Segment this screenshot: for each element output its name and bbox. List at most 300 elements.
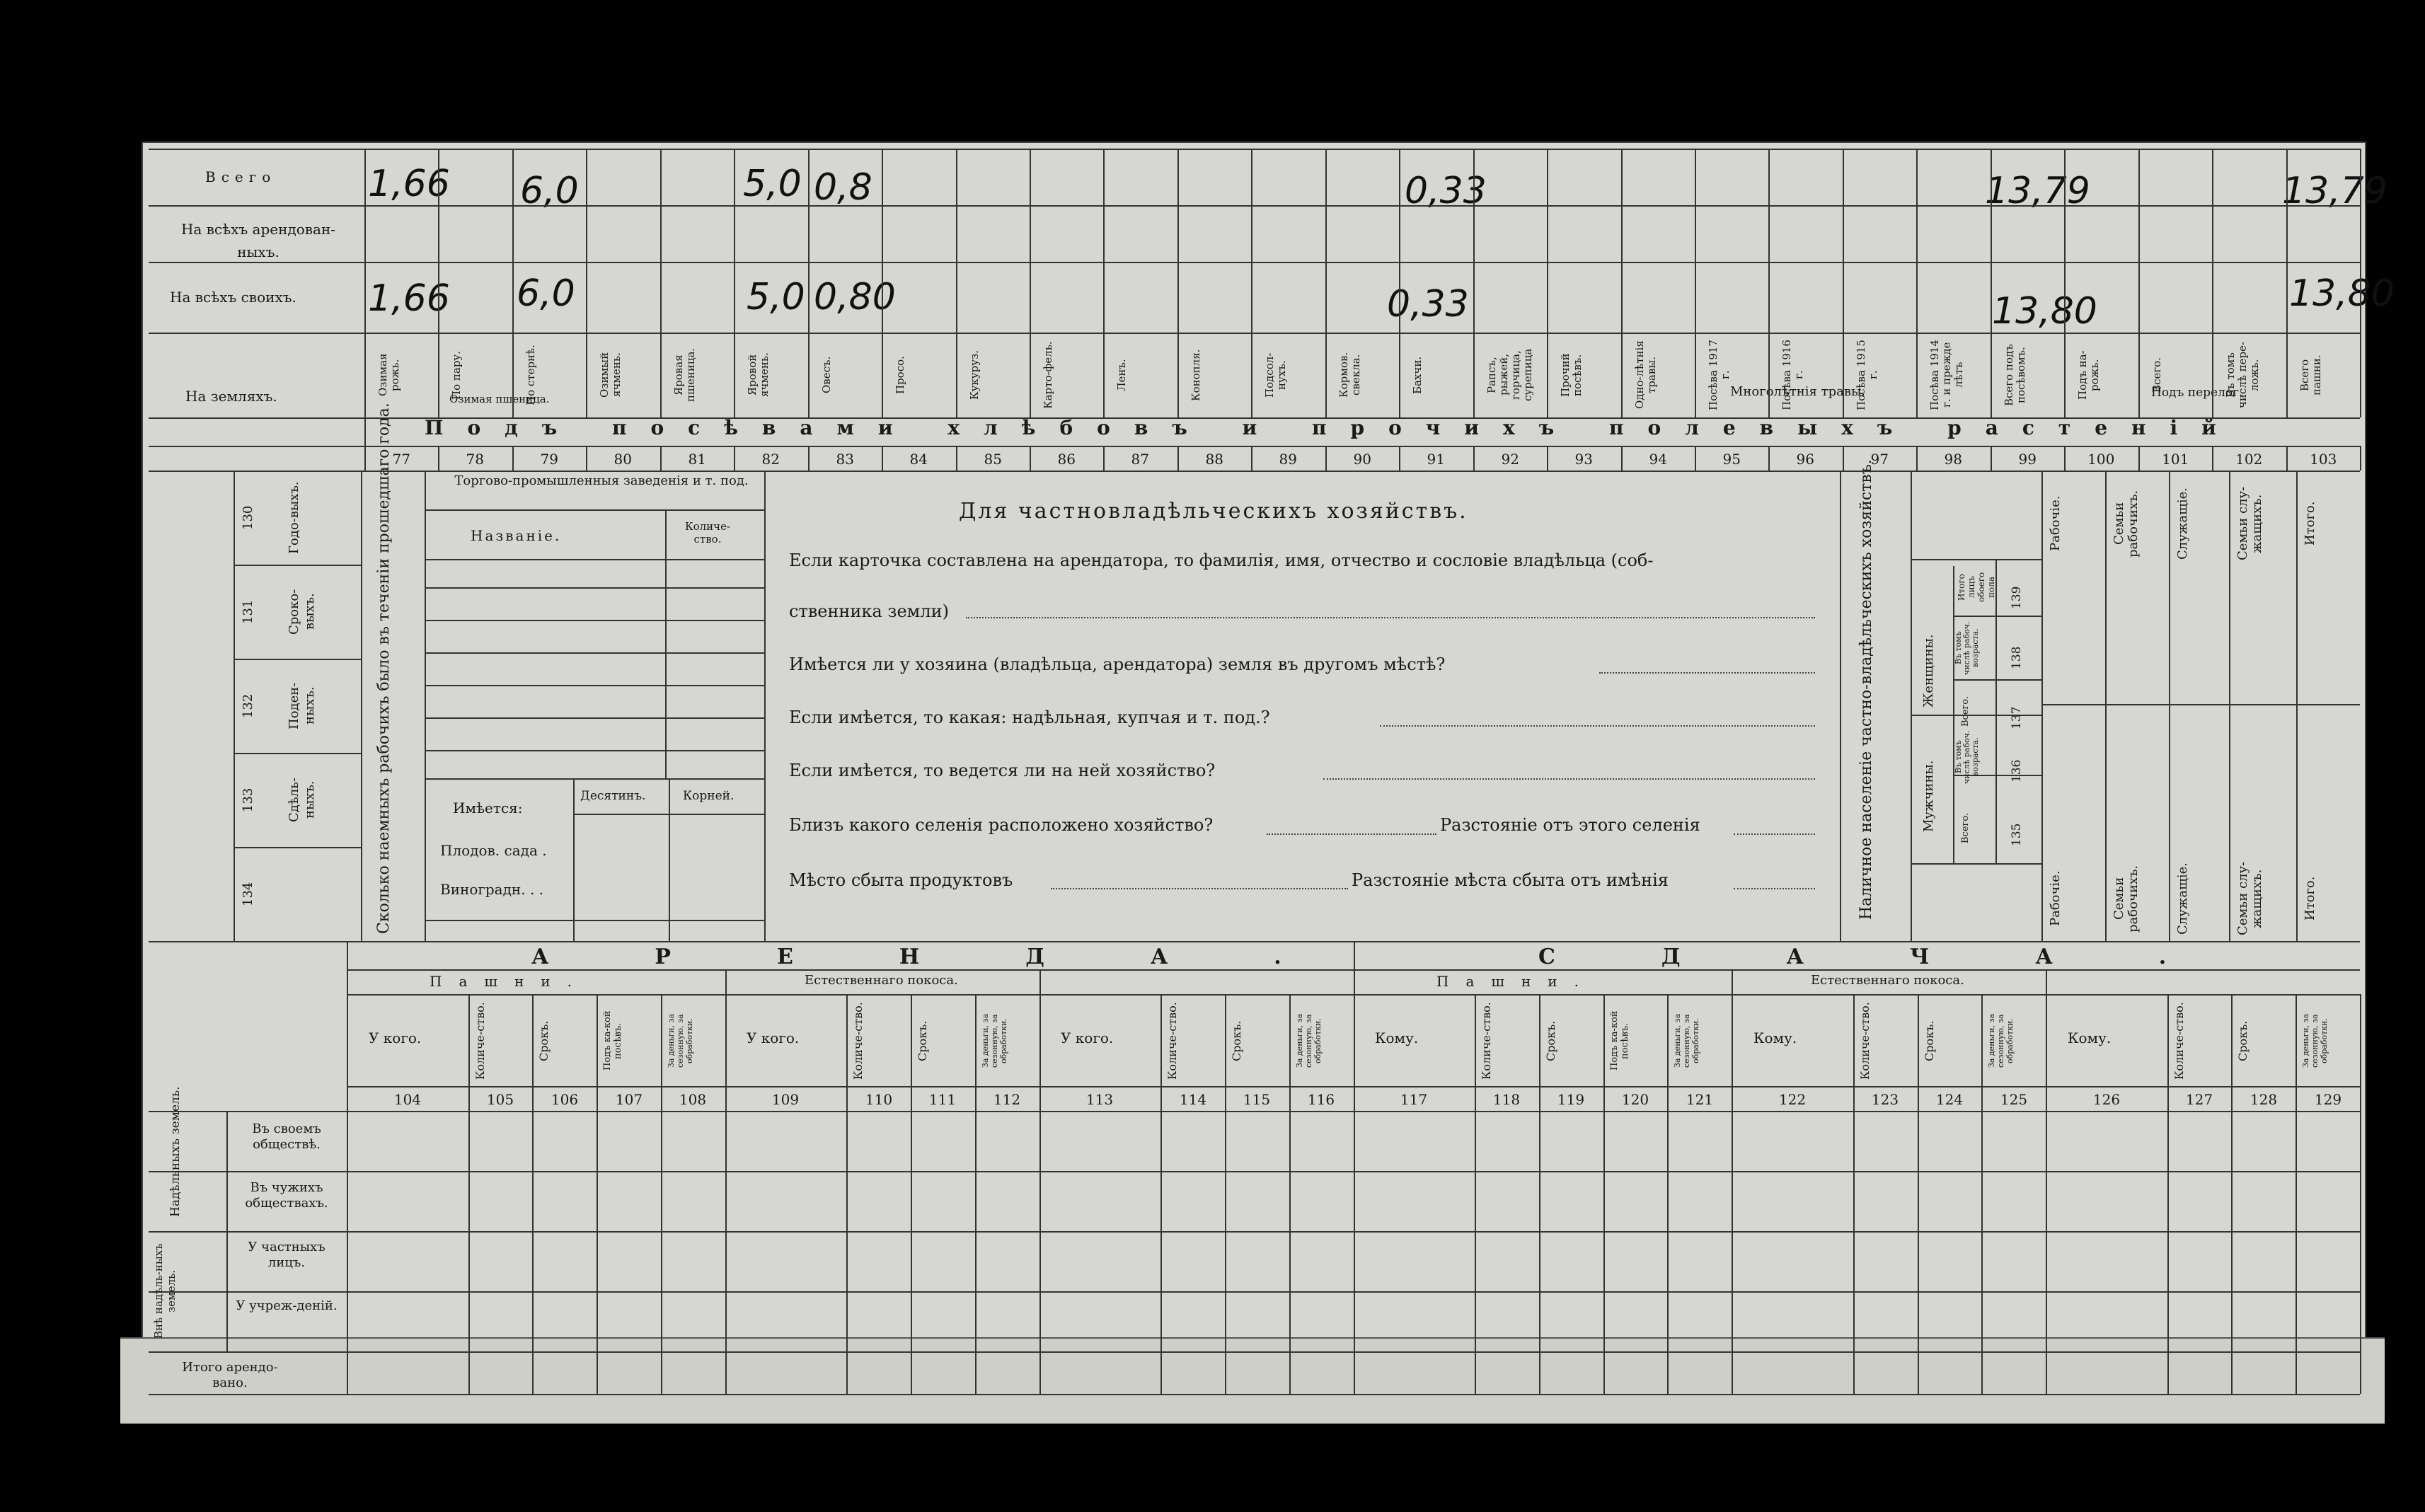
mid-rule	[234, 471, 235, 941]
lease-row-rule	[149, 1351, 2360, 1353]
worker-row-number: 130	[241, 505, 255, 530]
mid-rule	[2041, 471, 2043, 941]
top-col-rule	[1177, 149, 1179, 417]
lease-col-rule	[661, 994, 662, 1394]
lease-row-label: Въ чужихъ обществахъ.	[245, 1180, 328, 1211]
column-header: Овесъ.	[820, 356, 833, 394]
trade-row-rule	[425, 587, 764, 589]
trade-rule	[425, 778, 764, 780]
workers-vertical-label: Сколько наемныхъ рабочихъ было въ теченіи прошедшаго года.	[375, 403, 393, 934]
mid-rule	[425, 471, 426, 941]
vsego-women-label: Всего.	[1960, 696, 1971, 727]
top-col-rule	[1325, 149, 1327, 417]
trade-header: Торгово-промышленныя заведенія и т. под.	[454, 473, 749, 488]
lease-col-number: 127	[2185, 1091, 2213, 1108]
lease-col-number: 129	[2314, 1091, 2342, 1108]
lease-group-rule	[725, 969, 727, 994]
column-header: Подъ на-рожь.	[2076, 350, 2101, 400]
column-header: Посѣва 1916 г.	[1780, 340, 1805, 410]
worker-row-label: Поден-ныхъ.	[287, 682, 317, 729]
mid-rule	[2296, 471, 2298, 941]
trade-col-rule	[665, 509, 667, 778]
answer-line-land-type[interactable]	[1380, 725, 1815, 727]
lease-col-rule	[911, 994, 912, 1394]
top-row-rule	[149, 262, 2360, 263]
lease-col-number: 105	[486, 1091, 514, 1108]
private-title: Для частновладѣльческихъ хозяйствъ.	[959, 499, 1468, 524]
lease-col-number: 115	[1243, 1091, 1271, 1108]
column-number: 78	[466, 451, 484, 468]
lease-col-number: 128	[2250, 1091, 2278, 1108]
lease-col-header: За деньги, за сезонную, за обработки.	[981, 1013, 1008, 1068]
worker-row-number: 131	[241, 599, 255, 624]
answer-line-farm[interactable]	[1323, 778, 1815, 780]
vsego-men-label: Всего.	[1960, 812, 1971, 843]
column-number: 85	[984, 451, 1002, 468]
hw-svoih-91: 0,33	[1387, 283, 1469, 325]
column-number: 87	[1131, 451, 1149, 468]
top-col-rule	[734, 149, 735, 417]
lease-col-rule	[975, 994, 977, 1394]
hw-vsego-77: 1,66	[368, 163, 450, 205]
hw-vsego-91: 0,33	[1405, 170, 1487, 212]
lease-col-rule	[846, 994, 848, 1394]
lease-col-number: 117	[1400, 1091, 1428, 1108]
pashni-group: Пашни.	[1436, 973, 1596, 990]
column-number: 90	[1353, 451, 1371, 468]
top-col-rule	[586, 149, 587, 417]
name-header: Названіе.	[471, 527, 562, 544]
worker-row-number: 134	[241, 882, 255, 906]
vinograd-label: Виноградн. . .	[440, 881, 544, 898]
top-col-rule	[1325, 446, 1327, 471]
ozim-pshenica-label: Озимая пшеница.	[449, 393, 550, 405]
top-col-rule	[1695, 149, 1696, 417]
sdacha-title: СДАЧА.	[1538, 945, 2273, 969]
column-header: Прочий посѣвъ.	[1559, 353, 1584, 397]
pokos-group: Естественнаго покоса.	[805, 973, 958, 988]
top-col-rule	[1621, 446, 1623, 471]
qty-header: Количе-ство.	[684, 520, 731, 546]
top-col-rule	[1916, 149, 1918, 417]
worker-row-rule	[234, 659, 361, 660]
column-number: 79	[540, 451, 558, 468]
lease-col-number: 116	[1307, 1091, 1335, 1108]
trade-rule	[573, 814, 764, 815]
top-banner-rule	[149, 417, 2360, 419]
pop-rule	[1911, 559, 2041, 560]
pod-pereloj-label: Подъ перелог.	[2151, 386, 2243, 400]
hw-vsego-83: 0,8	[814, 166, 872, 209]
pashni-group: Пашни.	[430, 973, 589, 990]
column-header: Посѣва 1917 г.	[1707, 340, 1732, 410]
lease-col-header: Подъ ка-кой посѣвъ.	[602, 1010, 623, 1071]
mid-rule	[1840, 471, 1841, 941]
answer-line-other-land[interactable]	[1599, 672, 1815, 674]
mid-rule	[2229, 471, 2230, 941]
column-header: Озимая рожь.	[376, 353, 401, 397]
column-header: Кормов. свекла.	[1337, 352, 1362, 398]
nadel-vertical: Надѣльныхъ земель.	[168, 1086, 183, 1217]
lease-col-rule	[1603, 994, 1605, 1394]
muzhchiny-label: Мужчины.	[1921, 760, 1936, 832]
worker-row-label: Годо-выхъ.	[287, 481, 301, 554]
komu-header: Кому.	[1375, 1029, 1419, 1046]
komu-header: Кому.	[1753, 1029, 1797, 1046]
column-number: 77	[392, 451, 410, 468]
lease-col-header: Срокъ.	[1923, 1020, 1936, 1061]
top-col-rule	[2286, 149, 2288, 417]
population-col-header: Рабочіе.	[2048, 495, 2063, 552]
column-number: 96	[1796, 451, 1814, 468]
worker-row-number: 132	[241, 693, 255, 718]
column-header: По стернѣ.	[524, 345, 537, 405]
lease-group-rule	[1039, 969, 1041, 994]
question-village: Близъ какого селенія расположено хозяйство?	[789, 815, 1214, 835]
column-number: 80	[614, 451, 632, 468]
lease-col-header: За деньги, за сезонную, за обработки.	[667, 1013, 694, 1068]
v-tom-chisle-men-label: Въ томъ числѣ рабоч. возраста.	[1954, 730, 1980, 784]
mid-rule	[1911, 471, 1912, 941]
trade-col-rule	[573, 778, 575, 941]
card-stack-edge	[120, 1337, 2385, 1424]
column-number: 86	[1057, 451, 1076, 468]
column-number: 98	[1944, 451, 1962, 468]
lease-col-number: 123	[1871, 1091, 1899, 1108]
top-col-rule	[1030, 149, 1031, 417]
population-col-header: Семьи рабочихъ.	[2112, 490, 2141, 558]
korney-header: Корней.	[683, 789, 735, 803]
lease-group-rule	[2046, 969, 2047, 994]
top-col-rule	[1695, 446, 1696, 471]
column-number: 82	[761, 451, 780, 468]
top-col-rule	[1399, 149, 1400, 417]
column-number: 81	[688, 451, 706, 468]
plod-sada-label: Плодов. сада .	[440, 842, 547, 859]
top-col-rule	[660, 149, 662, 417]
column-header: Яровой ячмень.	[746, 352, 771, 398]
top-col-rule	[1177, 446, 1179, 471]
lease-col-number: 107	[615, 1091, 643, 1108]
lease-col-number: 118	[1492, 1091, 1521, 1108]
mnogolet-label: Многолѣтнія травы.	[1730, 384, 1866, 399]
lease-col-header: Срокъ.	[916, 1020, 929, 1061]
top-col-rule	[364, 149, 366, 417]
lease-col-number: 126	[2092, 1091, 2121, 1108]
lease-col-rule	[2360, 994, 2361, 1394]
pop-rule	[1953, 679, 2041, 681]
top-col-rule	[2360, 446, 2361, 471]
row-label-vsego: Всего	[205, 168, 277, 185]
trade-row-rule	[425, 750, 764, 751]
lease-col-rule	[2167, 994, 2169, 1394]
pop-rule	[1953, 616, 2041, 617]
top-col-rule	[512, 446, 514, 471]
worker-row-rule	[234, 565, 361, 566]
imeetsya-label: Имѣется:	[453, 800, 523, 816]
lease-col-header: За деньги, за сезонную, за обработки.	[1987, 1013, 2015, 1068]
lease-col-number: 119	[1557, 1091, 1585, 1108]
top-col-rule	[2360, 149, 2361, 417]
top-col-rule	[2138, 446, 2140, 471]
population-col-header: Итого.	[2303, 501, 2317, 546]
lease-col-header: За деньги, за сезонную, за обработки.	[2301, 1013, 2329, 1068]
top-col-rule	[734, 446, 735, 471]
lease-col-number: 109	[771, 1091, 800, 1108]
lease-col-header: За деньги, за сезонную, за обработки.	[1295, 1013, 1323, 1068]
top-col-rule	[1030, 446, 1031, 471]
itogo-obeih-label: Итого лицъ обоего пола	[1957, 572, 1996, 603]
trade-rule	[425, 920, 764, 921]
lease-col-header: Срокъ.	[2236, 1020, 2250, 1061]
lease-col-number: 113	[1085, 1091, 1114, 1108]
lease-col-header: За деньги, за сезонную, за обработки.	[1673, 1013, 1700, 1068]
lease-col-number: 125	[2000, 1091, 2028, 1108]
column-number: 92	[1501, 451, 1519, 468]
lease-col-rule	[1981, 994, 1983, 1394]
hw-svoih-82: 5,0	[747, 276, 805, 318]
lease-col-header: Количе-ство.	[2172, 1002, 2186, 1080]
column-number: 94	[1649, 451, 1667, 468]
mid-rule	[361, 471, 362, 941]
column-number: 89	[1279, 451, 1297, 468]
lease-col-rule	[532, 994, 534, 1394]
population-number: 135	[2010, 823, 2024, 847]
population-vertical-label: Наличное населеніе частно-владѣльческихъ хозяйствъ.	[1857, 459, 1875, 920]
lease-rule	[226, 1231, 347, 1233]
zhenshchiny-label: Женщины.	[1921, 634, 1936, 708]
top-col-rule	[1473, 149, 1475, 417]
worker-row-label: Сроко-выхъ.	[287, 589, 317, 635]
lease-col-header: Срокъ.	[537, 1020, 551, 1061]
top-col-rule	[2212, 149, 2213, 417]
arenda-title: АРЕНДА.	[531, 945, 1388, 969]
desyatin-header: Десятинъ.	[580, 789, 646, 803]
column-header: Посѣва 1915 г.	[1855, 340, 1879, 410]
answer-line-distance-village[interactable]	[1734, 833, 1815, 835]
lease-col-number: 106	[551, 1091, 579, 1108]
column-number: 99	[2018, 451, 2037, 468]
top-col-rule	[2212, 446, 2213, 471]
top-col-rule	[956, 149, 957, 417]
lease-col-rule	[725, 994, 727, 1394]
worker-row-rule	[234, 753, 361, 754]
lease-row-rule	[149, 1231, 2360, 1233]
lease-col-rule	[1667, 994, 1669, 1394]
top-row-rule	[149, 333, 2360, 334]
column-header: Рапсъ, рыжей, горчица, сурепица	[1485, 348, 1534, 402]
population-col-footer: Итого.	[2303, 876, 2317, 921]
worker-row-label: Сдѣль-ныхъ.	[287, 777, 317, 823]
lease-group-rule	[1732, 969, 1733, 994]
lease-col-rule	[2231, 994, 2233, 1394]
lease-col-header: Количе-ство.	[1858, 1002, 1872, 1080]
worker-row-label	[287, 858, 329, 930]
trade-col-rule	[669, 778, 670, 941]
top-col-rule	[1103, 446, 1105, 471]
column-header: Всего подъ посѣвомъ.	[2003, 344, 2027, 406]
top-num-rule	[149, 446, 2360, 447]
top-col-rule	[1991, 446, 1992, 471]
hw-svoih-99: 13,80	[1992, 290, 2097, 333]
top-col-rule	[1768, 149, 1770, 417]
lease-col-number: 120	[1621, 1091, 1649, 1108]
lease-col-rule	[1539, 994, 1540, 1394]
trade-row-rule	[425, 620, 764, 621]
hw-vsego-82: 5,0	[743, 163, 802, 205]
lease-row-rule	[149, 1171, 2360, 1172]
question-distance-market: Разстояніе мѣста сбыта отъ имѣнія	[1352, 870, 1669, 890]
middle-bottom-rule	[149, 941, 2360, 942]
lease-bottom-rule	[149, 1394, 2360, 1395]
column-header: Кукуруз.	[968, 350, 981, 400]
question-distance-village: Разстояніе отъ этого селенія	[1440, 815, 1700, 835]
lease-col-number: 108	[679, 1091, 707, 1108]
column-number: 84	[909, 451, 928, 468]
question-owner-cont: ственника земли)	[789, 601, 949, 621]
top-col-rule	[808, 446, 810, 471]
column-header: Посѣва 1914 г. и прежде лѣтъ	[1928, 340, 1965, 410]
top-col-rule	[1251, 149, 1252, 417]
lease-col-number: 111	[928, 1091, 957, 1108]
trade-row-rule	[425, 685, 764, 686]
lease-col-number: 124	[1935, 1091, 1964, 1108]
v-tom-chisle-label: Въ томъ числѣ рабоч. возраста.	[1954, 621, 1980, 675]
top-col-rule	[512, 149, 514, 417]
population-number: 139	[2010, 586, 2024, 610]
lease-col-rule	[1225, 994, 1226, 1394]
hw-vsego-78: 6,0	[520, 170, 579, 212]
top-col-rule	[364, 446, 366, 471]
top-col-rule	[586, 446, 587, 471]
top-col-rule	[1103, 149, 1105, 417]
population-col-header: Служащіе.	[2175, 487, 2190, 560]
hw-svoih-103: 13,80	[2289, 272, 2395, 315]
top-col-rule	[1843, 446, 1844, 471]
top-col-rule	[1768, 446, 1770, 471]
column-header: Бахчи.	[1411, 356, 1424, 394]
question-owner: Если карточка составлена на арендатора, то фамилія, имя, отчество и сословіе владѣльца (соб-	[789, 550, 1654, 570]
answer-line-village[interactable]	[1267, 833, 1436, 835]
lease-row-label: Итого арендо-вано.	[182, 1360, 278, 1390]
top-col-rule	[438, 446, 439, 471]
column-header: По пару.	[450, 350, 463, 400]
population-number: 138	[2010, 646, 2024, 670]
mid-rule	[2041, 704, 2360, 705]
lease-col-rule	[468, 994, 470, 1394]
top-col-rule	[1399, 446, 1400, 471]
top-col-rule	[1621, 149, 1623, 417]
top-col-rule	[882, 446, 883, 471]
column-header: Всего пашни.	[2298, 354, 2323, 396]
column-header: Одно-лѣтнія травы.	[1633, 340, 1658, 410]
question-market: Мѣсто сбыта продуктовъ	[789, 870, 1013, 890]
trade-rule	[425, 509, 764, 511]
lease-col-rule	[1289, 994, 1291, 1394]
question-land-type: Если имѣется, то какая: надѣльная, купчая и т. под.?	[789, 708, 1270, 727]
population-col-footer: Служащіе.	[2175, 862, 2190, 935]
lease-col-header: Количе-ство.	[1480, 1002, 1493, 1080]
lease-col-header: Срокъ.	[1544, 1020, 1557, 1061]
row-label-svoih: На всѣхъ своихъ.	[170, 289, 296, 306]
column-header: Въ томъ числѣ пере-ложь.	[2224, 341, 2261, 409]
lease-col-number: 122	[1778, 1091, 1807, 1108]
column-number: 83	[836, 451, 854, 468]
column-number: 102	[2235, 451, 2263, 468]
population-number: 136	[2010, 759, 2024, 783]
answer-line-distance-market[interactable]	[1734, 888, 1815, 889]
worker-row-number: 133	[241, 787, 255, 812]
population-col-footer: Рабочіе.	[2048, 870, 2063, 927]
top-col-rule	[2064, 149, 2066, 417]
lease-col-number: 114	[1179, 1091, 1207, 1108]
population-col-header: Семьи слу-жащихъ.	[2235, 486, 2264, 561]
lease-col-rule	[347, 941, 348, 1394]
row-label-arendovannyh: На всѣхъ арендован- ныхъ.	[180, 221, 336, 260]
lease-row-label: У частныхъ лицъ.	[248, 1240, 326, 1270]
top-col-rule	[1547, 149, 1548, 417]
top-row-rule	[149, 149, 2360, 150]
answer-line-owner[interactable]	[966, 617, 1815, 618]
top-col-rule	[956, 446, 957, 471]
trade-rule	[425, 559, 764, 560]
mid-rule	[764, 471, 766, 941]
hw-svoih-77: 1,66	[368, 277, 450, 320]
lease-col-rule	[1853, 994, 1855, 1394]
top-row-rule	[149, 205, 2360, 207]
mid-rule	[2169, 471, 2170, 941]
u-kogo-header: У кого.	[369, 1029, 422, 1046]
column-number: 100	[2087, 451, 2115, 468]
top-col-rule	[2138, 149, 2140, 417]
top-col-rule	[1991, 149, 1992, 417]
lease-col-header: Количе-ство.	[851, 1002, 865, 1080]
trade-row-rule	[425, 652, 764, 654]
column-header: Подсол-нухъ.	[1263, 352, 1288, 398]
column-header: Яровая пшеница.	[672, 347, 697, 403]
column-header: Ленъ.	[1115, 359, 1128, 391]
column-number: 91	[1427, 451, 1445, 468]
column-header: Просо.	[894, 356, 906, 394]
hw-vsego-99: 13,79	[1985, 170, 2090, 212]
column-header: Конопля.	[1190, 349, 1202, 401]
vne-nadel-vertical: Внѣ надѣль-ныхъ земель.	[152, 1243, 178, 1339]
top-col-rule	[808, 149, 810, 417]
population-number: 137	[2010, 706, 2024, 730]
top-col-rule	[1916, 446, 1918, 471]
lease-col-rule	[1732, 994, 1733, 1394]
lease-col-number: 121	[1686, 1091, 1714, 1108]
u-kogo-header: У кого.	[747, 1029, 800, 1046]
lease-col-header: Подъ ка-кой посѣвъ.	[1609, 1010, 1630, 1071]
lease-col-header: Срокъ.	[1230, 1020, 1243, 1061]
top-col-rule	[2286, 446, 2288, 471]
top-col-rule	[1547, 446, 1548, 471]
lease-row-rule	[149, 1291, 2360, 1293]
lease-col-rule	[1354, 941, 1355, 1394]
mid-rule	[2105, 471, 2107, 941]
lease-row-rule	[149, 1111, 2360, 1112]
answer-line-market[interactable]	[1051, 888, 1348, 889]
pop-rule	[1995, 559, 1997, 863]
top-col-rule	[1251, 446, 1252, 471]
lease-col-number: 104	[393, 1091, 422, 1108]
lease-col-header: Количе-ство.	[473, 1002, 487, 1080]
column-number: 97	[1870, 451, 1889, 468]
population-col-footer: Семьи слу-жащихъ.	[2235, 861, 2264, 936]
lease-col-rule	[1160, 994, 1162, 1394]
lease-col-number: 112	[993, 1091, 1021, 1108]
